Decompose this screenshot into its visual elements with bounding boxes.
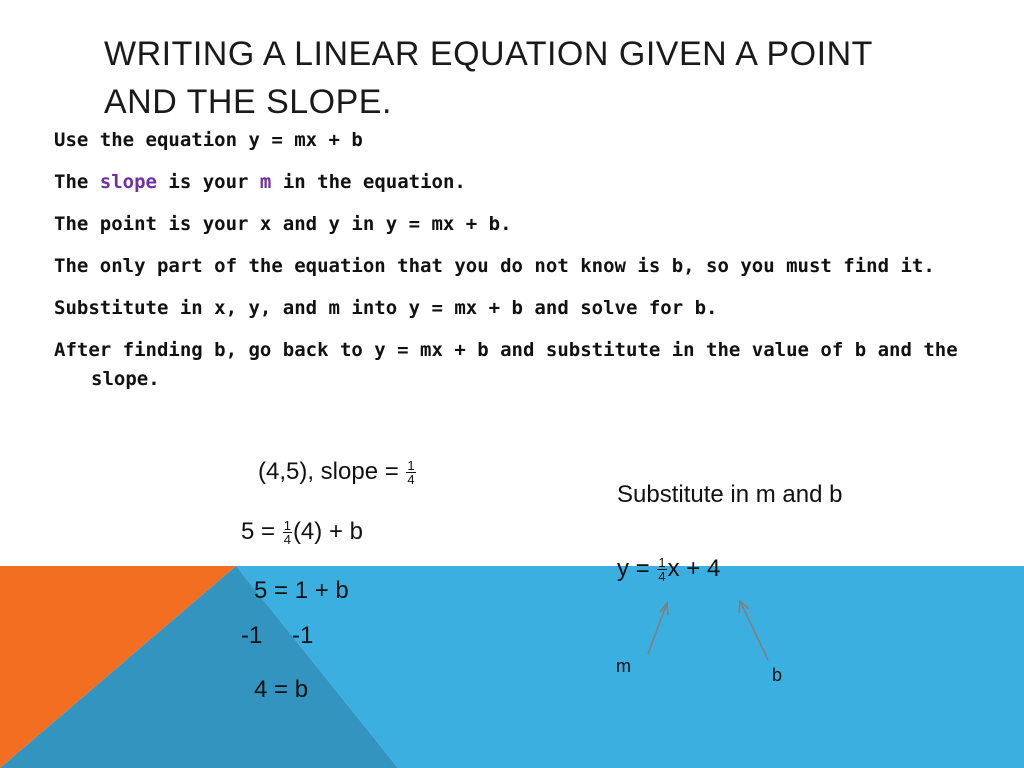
subtract-right: -1	[292, 622, 314, 649]
m-highlight: m	[259, 171, 272, 193]
substitution-equation: 5 = $\frac{1}{4}$ (4) + b	[241, 518, 363, 548]
slide-title: WRITING A LINEAR EQUATION GIVEN A POINT AND THE SLOPE.	[104, 35, 873, 121]
m-label: m	[616, 656, 631, 676]
bullet-slope-is-m: The slope is your m in the equation.	[54, 171, 466, 193]
bullet-find-b: The only part of the equation that you do not know is b, so you must find it.	[54, 255, 935, 277]
bullet-use-equation: Use the equation y = mx + b	[54, 129, 363, 151]
given-point-slope: (4,5), slope = $\frac{1}{4}$	[258, 458, 415, 488]
instruction-list	[54, 126, 984, 407]
result-b: 4 = b	[254, 676, 309, 703]
final-equation: y = $\frac{1}{4}$ x + 4	[617, 555, 721, 585]
bullet-go-back: After finding b, go back to y = mx + b and substitute in the value of b and the slope.	[54, 339, 958, 390]
substitute-heading: Substitute in m and b	[617, 481, 843, 508]
simplified-equation: 5 = 1 + b	[254, 577, 349, 604]
bullet-point-is-xy: The point is your x and y in y = mx + b.	[54, 213, 512, 235]
subtract-left: -1	[241, 622, 263, 649]
one-fourth-fraction: $\frac{1}{4}$	[283, 518, 291, 548]
bullet-substitute: Substitute in x, y, and m into y = mx + b and solve for b.	[54, 297, 718, 319]
one-fourth-fraction: $\frac{1}{4}$	[407, 458, 415, 488]
slope-highlight: slope	[99, 171, 157, 193]
b-label: b	[772, 665, 783, 685]
one-fourth-fraction: $\frac{1}{4}$	[658, 555, 666, 585]
